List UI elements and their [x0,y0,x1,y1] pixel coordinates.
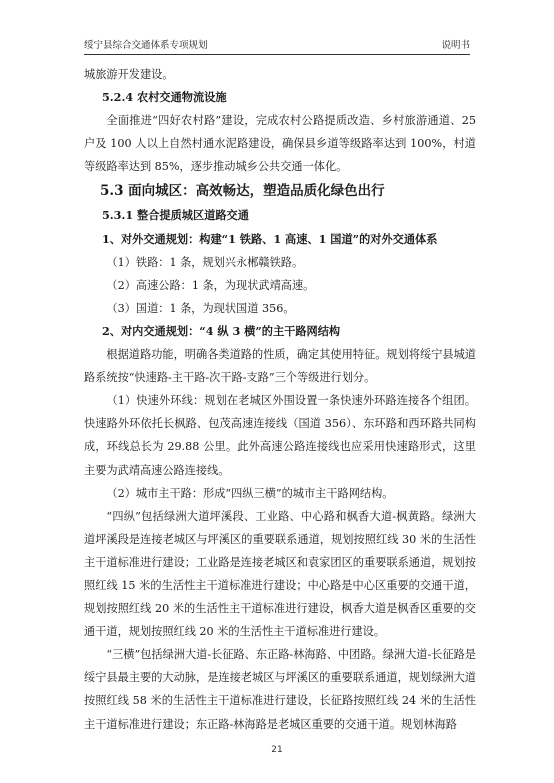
section-heading-5-3-1: 5.3.1 整合提质城区道路交通 [102,208,249,223]
paragraph-arterial-roads: （2）城市主干路：形成“四纵三横”的城市主干路网结构。 [106,486,394,500]
paragraph-four-vertical: “四纵”包括绿洲大道坪溪段、工业路、中心路和枫香大道-枫黄路。绿洲大道坪溪段是连接老城区与坪溪区的重要联系通道，规划按照红线 30 米的生活性主干道标准进行建设；工业路是连接老城区和袁家团区的重要联系通道，规划按照红线 15 米的生活性主干道标准进行建设；中心路是中心区重要的交通干道，规划按照红线 20 米的生活性主干道标准进行建设，枫香大道是枫香区重要的交通干道，规划按照红线 20 米的生活性主干道标准进行建设。 [84,509,476,639]
paragraph-continuation: 城旅游开发建设。 [84,68,174,81]
paragraph-rural-roads: 全面推进“四好农村路”建设，完成农村公路提质改造、乡村旅游通道、25户及 100 人以上自然村通水泥路建设，确保县乡道等级路率达到 100%，村道等级路率达到 85%，逐步推动城乡公共交通一体化。 [84,114,476,174]
paragraph-road-classification: 根据道路功能，明确各类道路的性质，确定其使用特征。规划将绥宁县城道路系统按“快速路-主干路-次干路-支路”三个等级进行划分。 [84,348,476,385]
list-item-national-road: （3）国道：1 条，为现状国道 356。 [106,301,295,315]
page-header [84,36,470,55]
paragraph-three-horizontal: “三横”包括绿洲大道-长征路、东正路-林海路、中团路。绿洲大道-长征路是绥宁县最主要的大动脉，是连接老城区与坪溪区的重要联系通道，规划绿洲大道按照红线 58 米的生活性主干道标准进行建设，长征路按照红线 24 米的生活性主干道标准进行建设；东正路-林海路是老城区重要的交通干道。规划林海路 [84,648,476,731]
page-body [84,63,476,736]
list-item-railway: （1）铁路：1 条，规划兴永郴赣铁路。 [106,255,304,269]
list-item-expressway: （2）高速公路：1 条，为现状武靖高速。 [106,278,315,292]
paragraph-express-ring: （1）快速外环线：规划在老城区外围设置一条快速外环路连接各个组团。快速路外环依托长枫路、包茂高速连接线（国道 356）、东环路和西环路共同构成，环线总长为 29.88 公里。此外高速公路连接线也应采用快速路形式，这里主要为武靖高速公路连接线。 [84,394,476,477]
section-heading-5-2-4: 5.2.4 农村交通物流设施 [102,90,227,105]
document-type: 说明书 [441,40,470,51]
document-title: 绥宁县综合交通体系专项规划 [84,40,208,51]
subheading-external-traffic: 1、对外交通规划：构建“1 铁路、1 高速、1 国道”的对外交通体系 [102,231,438,246]
section-heading-5-3: 5.3 面向城区：高效畅达，塑造品质化绿色出行 [100,183,385,200]
subheading-internal-traffic: 2、对内交通规划：“4 纵 3 横”的主干路网结构 [102,323,341,338]
page-number: 21 [271,745,283,755]
